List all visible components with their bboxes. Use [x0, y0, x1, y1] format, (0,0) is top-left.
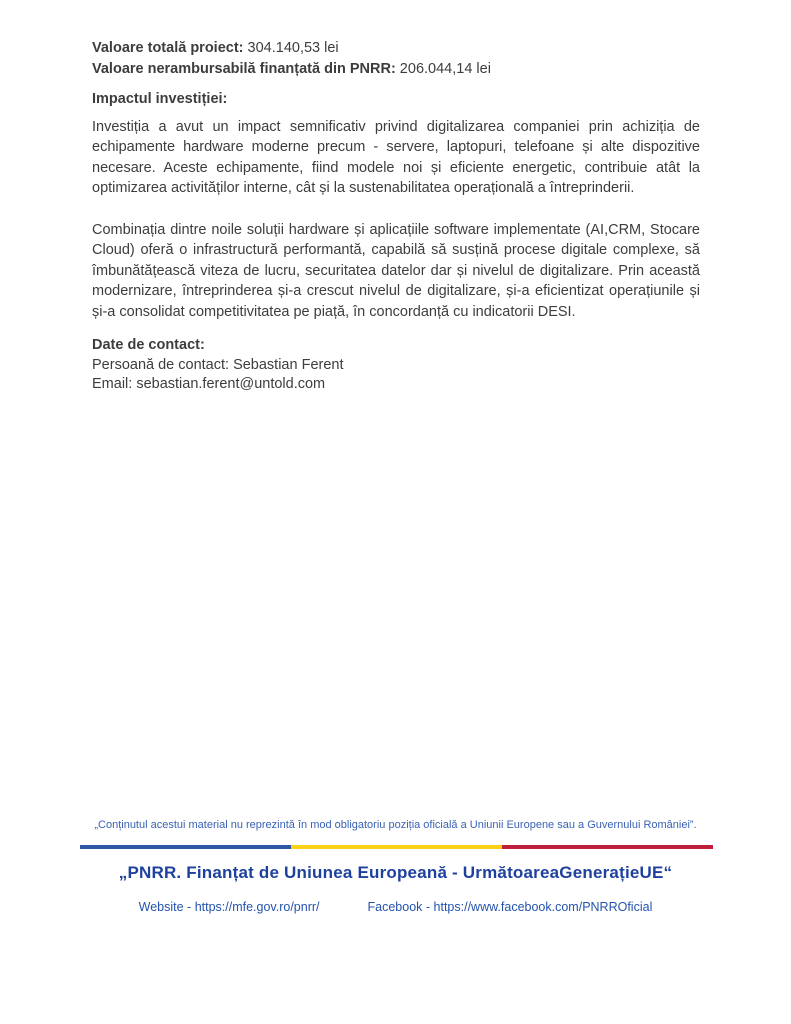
contact-person: Persoană de contact: Sebastian Ferent: [92, 356, 344, 373]
flag-yellow-segment: [291, 845, 502, 849]
pnrr-funding-statement: „PNRR. Finanțat de Uniunea Europeană - UrmătoareaGenerațieUE“: [118, 863, 673, 882]
impact-paragraph-2: Combinația dintre noile soluții hardware și aplicațiile software implementate (AI,CRM, Stocare Cloud) oferă o infrastructură performantă, capabilă să susțină procese digitale complexe, să îmbunătățească viteza de lucru, securitatea datelor dar și nivelul de digitalizare. Prin această modernizare, întreprinderea și-a crescut nivelul de digitalizare, și-a eficientizat operațiunile și și-a consolidat competitivitatea pe piață, în concordanță cu indicatorii DESI.: [92, 221, 700, 320]
facebook-link[interactable]: Facebook - https://www.facebook.com/PNRROficial: [367, 900, 653, 914]
total-value-label: Valoare totală proiect:: [92, 40, 244, 56]
grant-value-line: [92, 59, 700, 80]
website-link[interactable]: Website - https://mfe.gov.ro/pnrr/: [138, 900, 320, 914]
total-value-amount: 304.140,53 lei: [243, 40, 339, 56]
footer-links: [0, 900, 791, 914]
flag-red-segment: [502, 845, 713, 849]
grant-value-amount: 206.044,14 lei: [395, 60, 491, 77]
flag-blue-segment: [80, 845, 291, 849]
footer-disclaimer: „Conținutul acestui material nu reprezintă în mod obligatoriu poziția oficială a Uniunii Europene sau a Guvernului României”.: [94, 819, 697, 831]
contact-section: [92, 335, 700, 395]
total-value-line: [92, 38, 700, 59]
impact-paragraph-1: Investiția a avut un impact semnificativ privind digitalizarea companiei prin achiziția de echipamente hardware moderne precum - servere, laptopuri, telefoane și alte dispozitive necesare. Aceste echipamente, fiind modele noi și eficiente energetic, contribuie atât la optimizarea activităților interne, cât și la sustenabilitatea operațională a întreprinderii.: [92, 118, 700, 196]
document-body: [92, 38, 700, 395]
romanian-flag-divider: [80, 845, 713, 849]
grant-value-label: Valoare nerambursabilă finanțată din PNRR:: [92, 60, 396, 77]
page-footer: [0, 818, 791, 914]
impact-heading: Impactul investiției:: [92, 91, 228, 107]
contact-heading: Date de contact:: [92, 337, 205, 353]
contact-email: Email: sebastian.ferent@untold.com: [92, 376, 326, 392]
